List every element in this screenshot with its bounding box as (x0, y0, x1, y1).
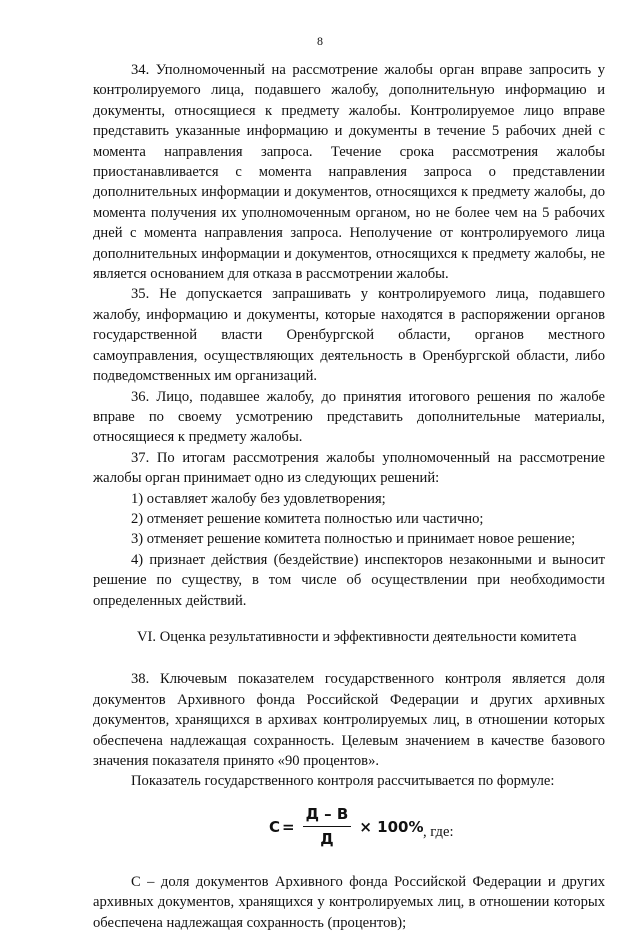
formula-where: , где: (423, 823, 454, 840)
paragraph-34: 34. Уполномоченный на рассмотрение жалобы орган вправе запросить у контролируемого лица, подавшего жалобу, дополнительную информацию и документы, относящиеся к предмету жалобы. Контролируемое лицо вправе представить указанные информацию и документы в течение 5 рабочих дней с момента направления запроса. Течение срока рассмотрения жалобы приостанавливается с момента направления запроса о представлении дополнительных информации и документов, относящихся к предмету жалобы, до момента получения их уполномоченным органом, но не более чем на 5 рабочих дней с момента направления запроса. Неполучение от контролируемого лица дополнительных информации и документов, относящихся к предмету жалобы, не является основанием для отказа в рассмотрении жалобы. (93, 62, 605, 283)
formula-multiplier: × 100% (359, 817, 424, 836)
formula (269, 804, 423, 850)
section-title: VI. Оценка результативности и эффективности деятельности комитета (137, 628, 577, 645)
paragraph-37: 37. По итогам рассмотрения жалобы уполномоченный на рассмотрение жалобы орган принимает одно из следующих решений: (93, 449, 605, 487)
decision-item-3: 3) отменяет решение комитета полностью и принимает новое решение; (131, 531, 576, 548)
formula-denominator: Д (320, 830, 334, 849)
document-body (93, 60, 605, 933)
paragraph-36: 36. Лицо, подавшее жалобу, до принятия итогового решения по жалобе вправе по своему усмотрению представить дополнительные материалы, относящиеся к предмету жалобы. (93, 388, 605, 446)
formula-lhs: C (269, 817, 281, 836)
formula-block (93, 800, 605, 866)
decision-item-2: 2) отменяет решение комитета полностью или частично; (131, 510, 484, 527)
decision-item-4: 4) признает действия (бездействие) инспекторов незаконными и выносит решение по существу, в том числе об осуществлении при необходимости определенных действий. (93, 551, 605, 609)
c-definition: C – доля документов Архивного фонда Российской Федерации и других архивных документов, хранящихся у контролируемых лиц, в отношении которых обеспечена надлежащая сохранность (процентов); (93, 873, 605, 931)
page-number: 8 (317, 34, 323, 48)
paragraph-35: 35. Не допускается запрашивать у контролируемого лица, подавшего жалобу, информацию и документы, которые находятся в распоряжении органов государственной власти Оренбургской области, органов местного самоуправления, осуществляющих деятельность в Оренбургской области, либо подведомственных им организаций. (93, 286, 605, 385)
formula-numerator: Д – В (303, 804, 352, 827)
decision-item-1: 1) оставляет жалобу без удовлетворения; (131, 490, 386, 507)
paragraph-38: 38. Ключевым показателем государственного контроля является доля документов Архивного фонда Российской Федерации и других архивных документов, хранящихся в архивах контролируемых лиц, в отношении которых обеспечена надлежащая сохранность. Целевым значением в качестве базового значения показателя принято «90 процентов». (93, 671, 605, 769)
formula-intro: Показатель государственного контроля рассчитывается по формуле: (131, 773, 555, 790)
formula-fraction (303, 804, 352, 850)
formula-equals: = (282, 817, 295, 836)
